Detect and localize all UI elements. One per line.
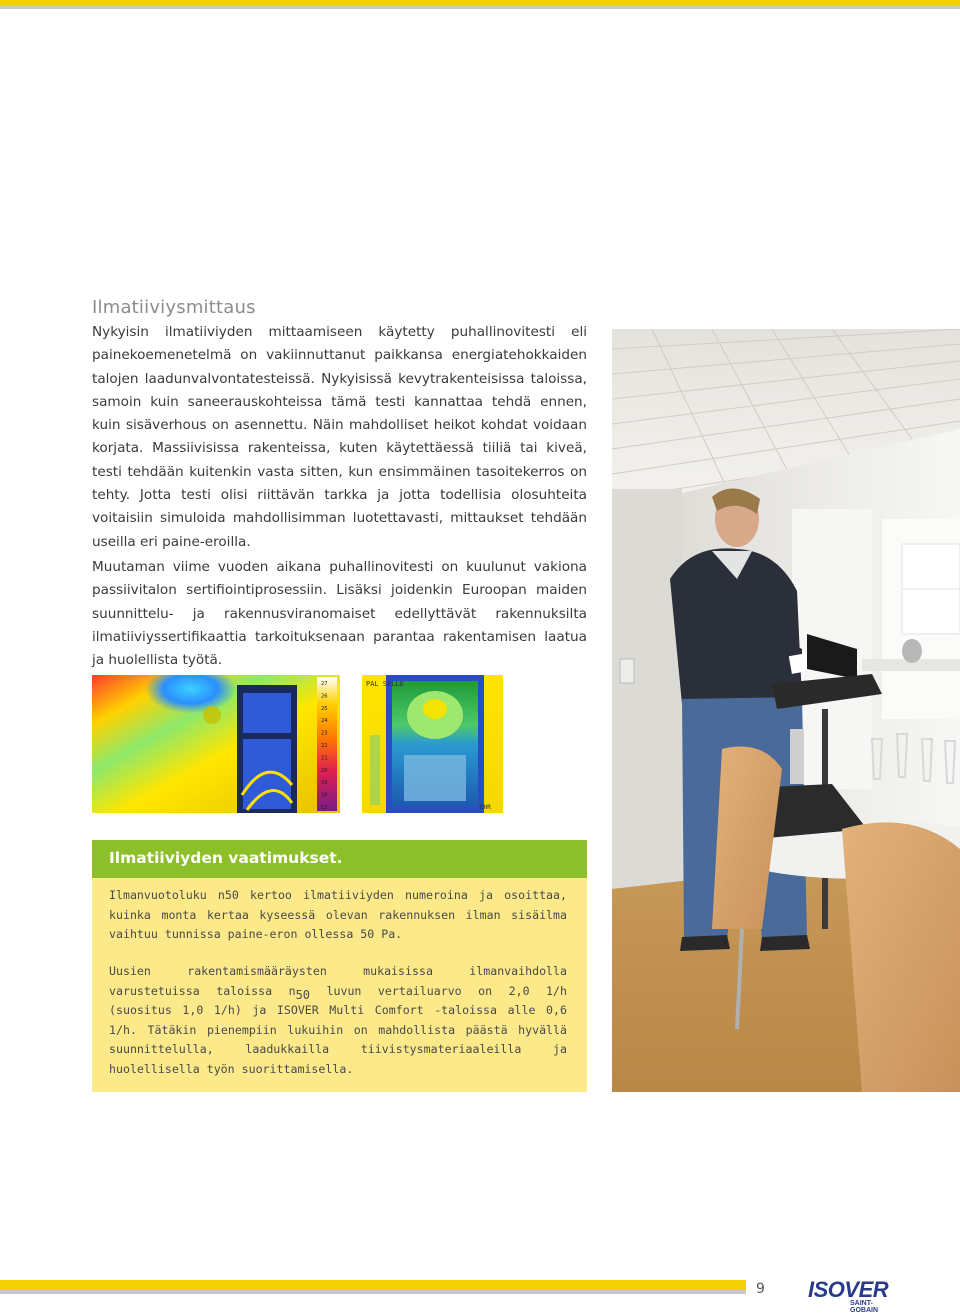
thermal-scale-label: 26 — [321, 693, 328, 700]
photo-airtightness-test — [612, 329, 960, 1092]
thermal-scale-label: 21 — [321, 755, 328, 762]
thermal-scale-label: 23 — [321, 730, 328, 737]
thermal-scale-label: 19 — [321, 780, 328, 787]
thermal-scale-label: 22 — [321, 743, 328, 749]
requirements-box-header — [92, 840, 587, 878]
thermal-image-1 — [92, 675, 340, 813]
thermal-scale-label: 20 — [321, 767, 328, 774]
n50-subscript: 50 — [295, 987, 311, 1002]
paragraph-2: Muutaman viime vuoden aikana puhallinovitesti on kuulunut vakiona passiivitalon sertifiointiprosessiin. Lisäksi joidenkin Euroopan maiden suunnittelu- ja rakennusviranomaiset edellyttävät rakennuksilta ilmatiiviyssertifikaattia tarkoituksenaan parantaa rakentamisen laatua ja huolellista työtä. — [92, 559, 587, 669]
isover-logo-text: ISOVER — [808, 1277, 889, 1302]
thermal-image-2 — [362, 675, 503, 813]
paragraph-1: Nykyisin ilmatiiviyden mittaamiseen käytetty puhallinovitesti eli painekoemenetelmä on vakiinnuttanut paikkansa energiatehokkaiden talojen laadunvalvontatesteissä. Nykyisissä kevytrakenteisissa taloissa, samoin kuin saneerauskohteissa tämä testi kannattaa tehdä ennen, kuin sisäverhous on asennettu. Näin mahdolliset heikot kohdat voidaan korjata. Massiivisissa rakenteissa, kuten käytettäessä tiiliä tai kiveä, testi tehdään kuitenkin vasta sitten, kun ensimmäinen tasoitekerros on tehty. Jotta testi olisi riittävän tarkka ja jotta todellisia olosuhteita voitaisiin simuloida mahdollisimman luotettavasti, mittaukset tehdään useilla eri paine-eroilla. — [92, 324, 587, 550]
isover-logo — [808, 1277, 900, 1314]
requirements-text-2 — [109, 962, 567, 1079]
thermal-label-2: PAL SELLE — [366, 680, 404, 688]
requirements-text-2b: luvun vertailuarvo on 2,0 1/h (suositus 1,0 1/h) ja ISOVER Multi Comfort -taloissa alle 0,6 1/h. Tätäkin pienempiin lukuihin on mahdollista päästä hyvällä suunnittelulla, laadukkailla tiivistysmateriaaleilla ja huolellisella työn suorittamisella. — [109, 983, 567, 1076]
section-title: Ilmatiiviysmittaus — [92, 297, 256, 318]
top-grey-bar — [0, 5, 960, 9]
saint-gobain-text: SAINT-GOBAIN — [850, 1300, 878, 1314]
thermal-scale-label: 18 — [321, 792, 328, 799]
thermal-scale-label: 25 — [321, 705, 328, 712]
thermal-scale-label: 27 — [321, 681, 328, 687]
footer-accent-bar — [0, 1280, 746, 1290]
requirements-box-title: Ilmatiiviyden vaatimukset. — [109, 849, 343, 867]
footer-grey-bar — [0, 1290, 746, 1294]
requirements-text-2a: Uusien rakentamismääräysten mukaisissa ilmanvaihdolla varustetuissa taloissa n — [109, 964, 567, 998]
page-number: 9 — [756, 1281, 765, 1297]
thermal-scale-label: 24 — [321, 718, 328, 725]
requirements-text-1: Ilmanvuotoluku n50 kertoo ilmatiiviyden numeroina ja osoittaa, kuinka monta kertaa kyseessä olevan rakennuksen ilman sisäilma vaihtuu tunnissa paine-eron ollessa 50 Pa. — [109, 888, 567, 941]
thermal-label-1: CHR — [480, 804, 491, 811]
thermal-scale-label: 17 — [321, 805, 328, 811]
requirements-box — [92, 878, 587, 1092]
